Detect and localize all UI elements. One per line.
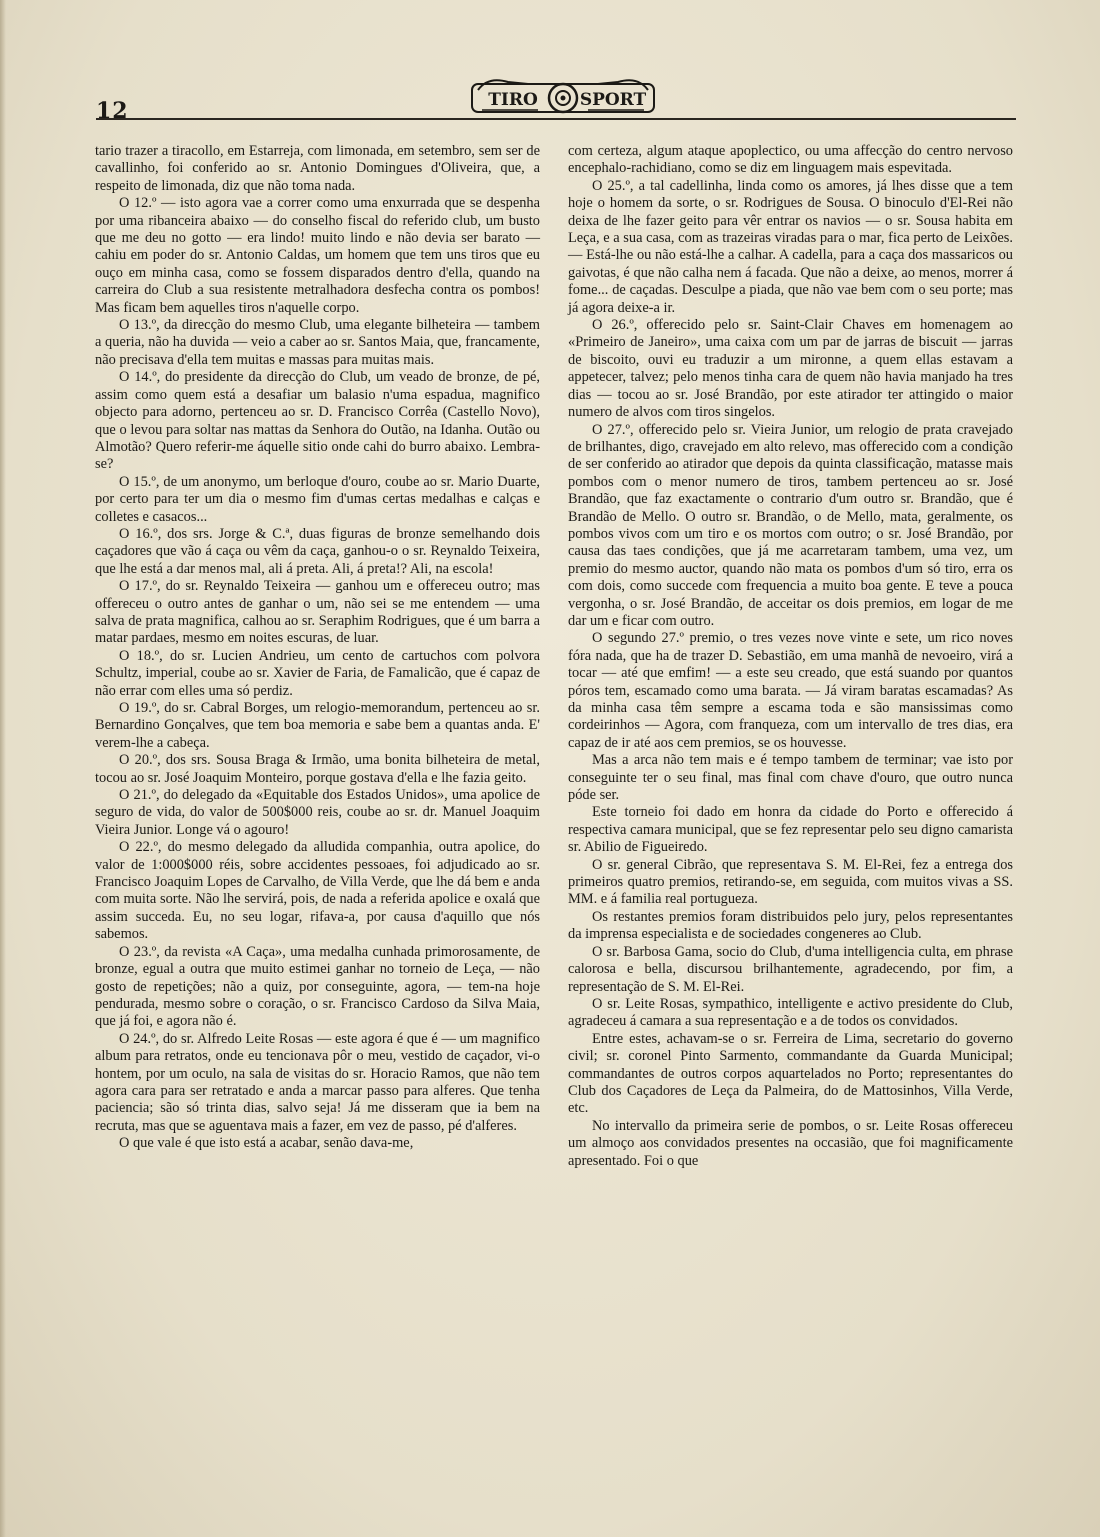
paragraph: O 14.º, do presidente da direcção do Club, um veado de bronze, de pé, assim como quem está a desafiar um balasio n'uma espadua, magnifico objecto para adorno, pertenceu ao sr. D. Francisco Corrêa (Castello Novo), que o levou para soltar nas mattas da Senhora do Outão, na Idanha. Outão ou Almotão? Quero referir-me áquelle sitio onde cahi do burro abaixo. Lembra-se? — [95, 369, 540, 473]
paragraph: O 21.º, do delegado da «Equitable dos Estados Unidos», uma apolice de seguro de vida, do valor de 500$000 reis, coube ao sr. dr. Manuel Joaquim Vieira Junior. Longe vá o agouro! — [95, 787, 540, 838]
paragraph: No intervallo da primeira serie de pombos, o sr. Leite Rosas offereceu um almoço aos convidados presentes na occasião, que foi magnificamente apresentado. Foi o que — [568, 1117, 1013, 1169]
paragraph: O 16.º, dos srs. Jorge & C.ª, duas figuras de bronze semelhando dois caçadores que vão á caça ou vêm da caça, ganhou-o o sr. Reynaldo Teixeira, que lhe está a dar menos mal, ali á preta. Ali, á preta!? Ali, na escola! — [95, 525, 540, 577]
paragraph: O 12.º — isto agora vae a correr como uma enxurrada que se despenha por uma ribanceira abaixo — do conselho fiscal do referido club, um busto que me deu no gotto — era lindo! muito lindo e não devia ser barato — cahiu em poder do sr. Antonio Caldas, um homem que tem uns tiros que eu ouço em minha casa, como se fossem disparados dentro d'ella, quando na carreira do Club a sua resistente metralhadora desfecha contra os pombos! Mas ficam bem aquelles tiros n'aquelle corpo. — [95, 195, 540, 316]
right-column — [568, 143, 1013, 1443]
masthead-rule — [96, 118, 1016, 120]
paragraph: O segundo 27.º premio, o tres vezes nove vinte e sete, um rico noves fóra nada, que ha de trazer D. Sebastião, em uma manhã de nevoeiro, virá a tocar — até que emfim! — a este seu creado, que está suando por quantos póros tem, escamado como uma barata. — Já viram baratas escamadas? As da minha casa têm sempre a escama toda e são mansissimas como cordeirinhos — Agora, com franqueza, com um intervallo de tres dias, era capaz de ir até aos cem premios, se os houvesse. — [568, 630, 1013, 751]
paragraph: O sr. general Cibrão, que representava S. M. El-Rei, fez a entrega dos primeiros quatro premios, retirando-se, em seguida, com muitos vivas a SS. MM. e á familia real portugueza. — [568, 856, 1013, 908]
paragraph: O que vale é que isto está a acabar, senão dava-me, — [119, 1135, 414, 1152]
paragraph: O 13.º, da direcção do mesmo Club, uma elegante bilheteira — tambem a queria, não ha duvida — veio a caber ao sr. Santos Maia, que, francamente, não precisava d'ella tem muitas e massas para muitas mais. — [95, 317, 540, 368]
paragraph: O sr. Leite Rosas, sympathico, intelligente e activo presidente do Club, agradeceu á camara a sua representação e a de todos os convidados. — [568, 995, 1013, 1030]
scan-edge-left — [0, 0, 6, 1537]
paragraph: O 19.º, do sr. Cabral Borges, um relogio-memorandum, pertenceu ao sr. Bernardino Gonçalves, que tem boa memoria e sabe bem a quantas anda. E' verem-lhe a cabeça. — [95, 700, 540, 751]
masthead-emblem-icon — [468, 70, 658, 122]
paragraph: Os restantes premios foram distribuidos pelo jury, pelos representantes da imprensa especialista e de sociedades congeneres ao Club. — [568, 908, 1013, 943]
paragraph: O 22.º, do mesmo delegado da alludida companhia, outra apolice, do valor de 1:000$000 réis, sobre accidentes pessoaes, foi adjudicado ao sr. Francisco Joaquim Lopes de Carvalho, de Villa Verde, que lhe dá bem e anda com muita sorte. Não lhe servirá, pois, de nada a referida apolice e oxalá que assim succeda. Eu, no seu logar, rifava-a, por causa d'aquillo que nós sabemos. — [95, 839, 540, 943]
paragraph: com certeza, algum ataque apoplectico, ou uma affecção do centro nervoso encephalo-rachidiano, como se diz em linguagem mais espevitada. — [568, 143, 1013, 177]
left-column — [95, 143, 540, 1443]
masthead-logo — [468, 70, 658, 122]
paragraph: tario trazer a tiracollo, em Estarreja, com limonada, em setembro, sem ser de cavallinho, foi conferido ao sr. Antonio Domingues d'Oliveira, que, a respeito de limonada, diz que não toma nada. — [95, 143, 540, 194]
svg-text:TIRO: TIRO — [488, 90, 538, 110]
paragraph: O 15.º, de um anonymo, um berloque d'ouro, coube ao sr. Mario Duarte, por certo para ter um dia o mesmo fim d'umas certas medalhas e calças e colletes e casacos... — [95, 473, 540, 525]
paragraph: O 18.º, do sr. Lucien Andrieu, um cento de cartuchos com polvora Schultz, imperial, coube ao sr. Xavier de Faria, de Famalicão, que é capaz de não errar com elles uma só perdiz. — [95, 647, 540, 699]
page-number: 12 — [96, 98, 129, 124]
paragraph: O 20.º, dos srs. Sousa Braga & Irmão, uma bonita bilheteira de metal, tocou ao sr. José Joaquim Monteiro, porque gostava d'ella e lhe fazia geito. — [95, 752, 540, 786]
paragraph: Este torneio foi dado em honra da cidade do Porto e offerecido á respectiva camara municipal, que se fez representar pelo seu digno camarista sr. Abilio de Figueiredo. — [568, 804, 1013, 856]
paragraph: O sr. Barbosa Gama, socio do Club, d'uma intelligencia culta, em phrase calorosa e bella, discursou brilhantemente, agradecendo, por fim, a representação de S. M. El-Rei. — [568, 943, 1013, 995]
paragraph: O 24.º, do sr. Alfredo Leite Rosas — este agora é que é — um magnifico album para retratos, onde eu tencionava pôr o meu, vestido de caçador, vi-o hontem, por um oculo, na sala de visitas do sr. Horacio Ramos, que não tem agora cara para ser retratado e anda a marcar passo para alferes. Que tenha paciencia; são só trinta dias, salvo seja! Já me disseram que ia bem na recruta, mas que se aguentava mais a fazer, em vez de passo, pé d'alferes. — [95, 1030, 540, 1134]
paragraph: O 27.º, offerecido pelo sr. Vieira Junior, um relogio de prata cravejado de brilhantes, digo, cravejado em alto relevo, mas offerecido com a condição de ser conferido ao atirador que depois da quinta classificação, matasse mais pombos com o menor numero de tiros, tambem pertenceu ao sr. José Brandão, que faz exactamente o contrario d'um outro sr. Brandão, que é Brandão de Mello. O outro sr. Brandão, o de Mello, mata, geralmente, os pombos vivos com um tiro e os mortos com outro; o sr. José Brandão, por causa das taes condições, que já me acarretaram tambem, uma vez, um premio do mesmo auctor, quando não mata os pombos d'um só tiro, erra os com dois, como succede com frequencia a muito boa gente. E teve a pouca vergonha, o sr. José Brandão, de acceitar os dois premios, em logar de me dar um e ficar com outro. — [568, 421, 1013, 629]
paragraph: O 17.º, do sr. Reynaldo Teixeira — ganhou um e offereceu outro; mas offereceu o outro antes de ganhar o um, não sei se me entendem — uma salva de prata magnifica, calhou ao sr. Seraphim Rodrigues, que é um barra a matar pardaes, mesmo em noites escuras, de luar. — [95, 578, 540, 647]
paragraph: O 25.º, a tal cadellinha, linda como os amores, já lhes disse que a tem hoje o homem da sorte, o sr. Rodrigues de Sousa. O binoculo d'El-Rei não deixa de lhe fazer geito para vêr entrar os navios — o sr. Sousa habita em Leça, e a sua casa, com as trazeiras viradas para o mar, fica perto de Leixões. — Está-lhe ou não está-lhe a calhar. A cadella, para a caça dos massaricos ou gaivotas, é que não calha nem á facada. Que não a deixe, ao menos, morrer á fome... de caçadas. Desculpe a piada, que não vae bem com o seu porte; mas já agora deixe-a ir. — [568, 177, 1013, 316]
paragraph: O 23.º, da revista «A Caça», uma medalha cunhada primorosamente, de bronze, egual a outra que muito estimei ganhar no torneio de Leça, — não gosto de repetições; não a quiz, por conseguinte, agora, — tem-na hoje pendurada, mesmo sobre o coração, o sr. Francisco Cardoso da Silva Maia, que já foi, e agora não é. — [95, 943, 540, 1030]
paragraph: Entre estes, achavam-se o sr. Ferreira de Lima, secretario do governo civil; sr. coronel Pinto Sarmento, commandante da Guarda Municipal; commandantes de outros corpos aquartelados no Porto; representantes do Club dos Caçadores de Leça da Palmeira, do de Mattosinhos, Villa Verde, etc. — [568, 1030, 1013, 1117]
paragraph: O 26.º, offerecido pelo sr. Saint-Clair Chaves em homenagem ao «Primeiro de Janeiro», uma caixa com um par de jarras de biscuit — jarras de biscoito, ouvi eu traduzir a um mironne, a quem ellas estavam a appetecer, talvez; pelo menos tinha cara de quem não havia manjado ha tres dias — tocou ao sr. José Brandão, por este atirador ter attingido o maior numero de alvos com tiros singelos. — [568, 317, 1013, 421]
paragraph: Mas a arca não tem mais e é tempo tambem de terminar; vae isto por conseguinte ter o seu final, mas final com chave d'ouro, que outro nunca póde ser. — [568, 752, 1013, 804]
svg-text:SPORT: SPORT — [579, 90, 647, 110]
